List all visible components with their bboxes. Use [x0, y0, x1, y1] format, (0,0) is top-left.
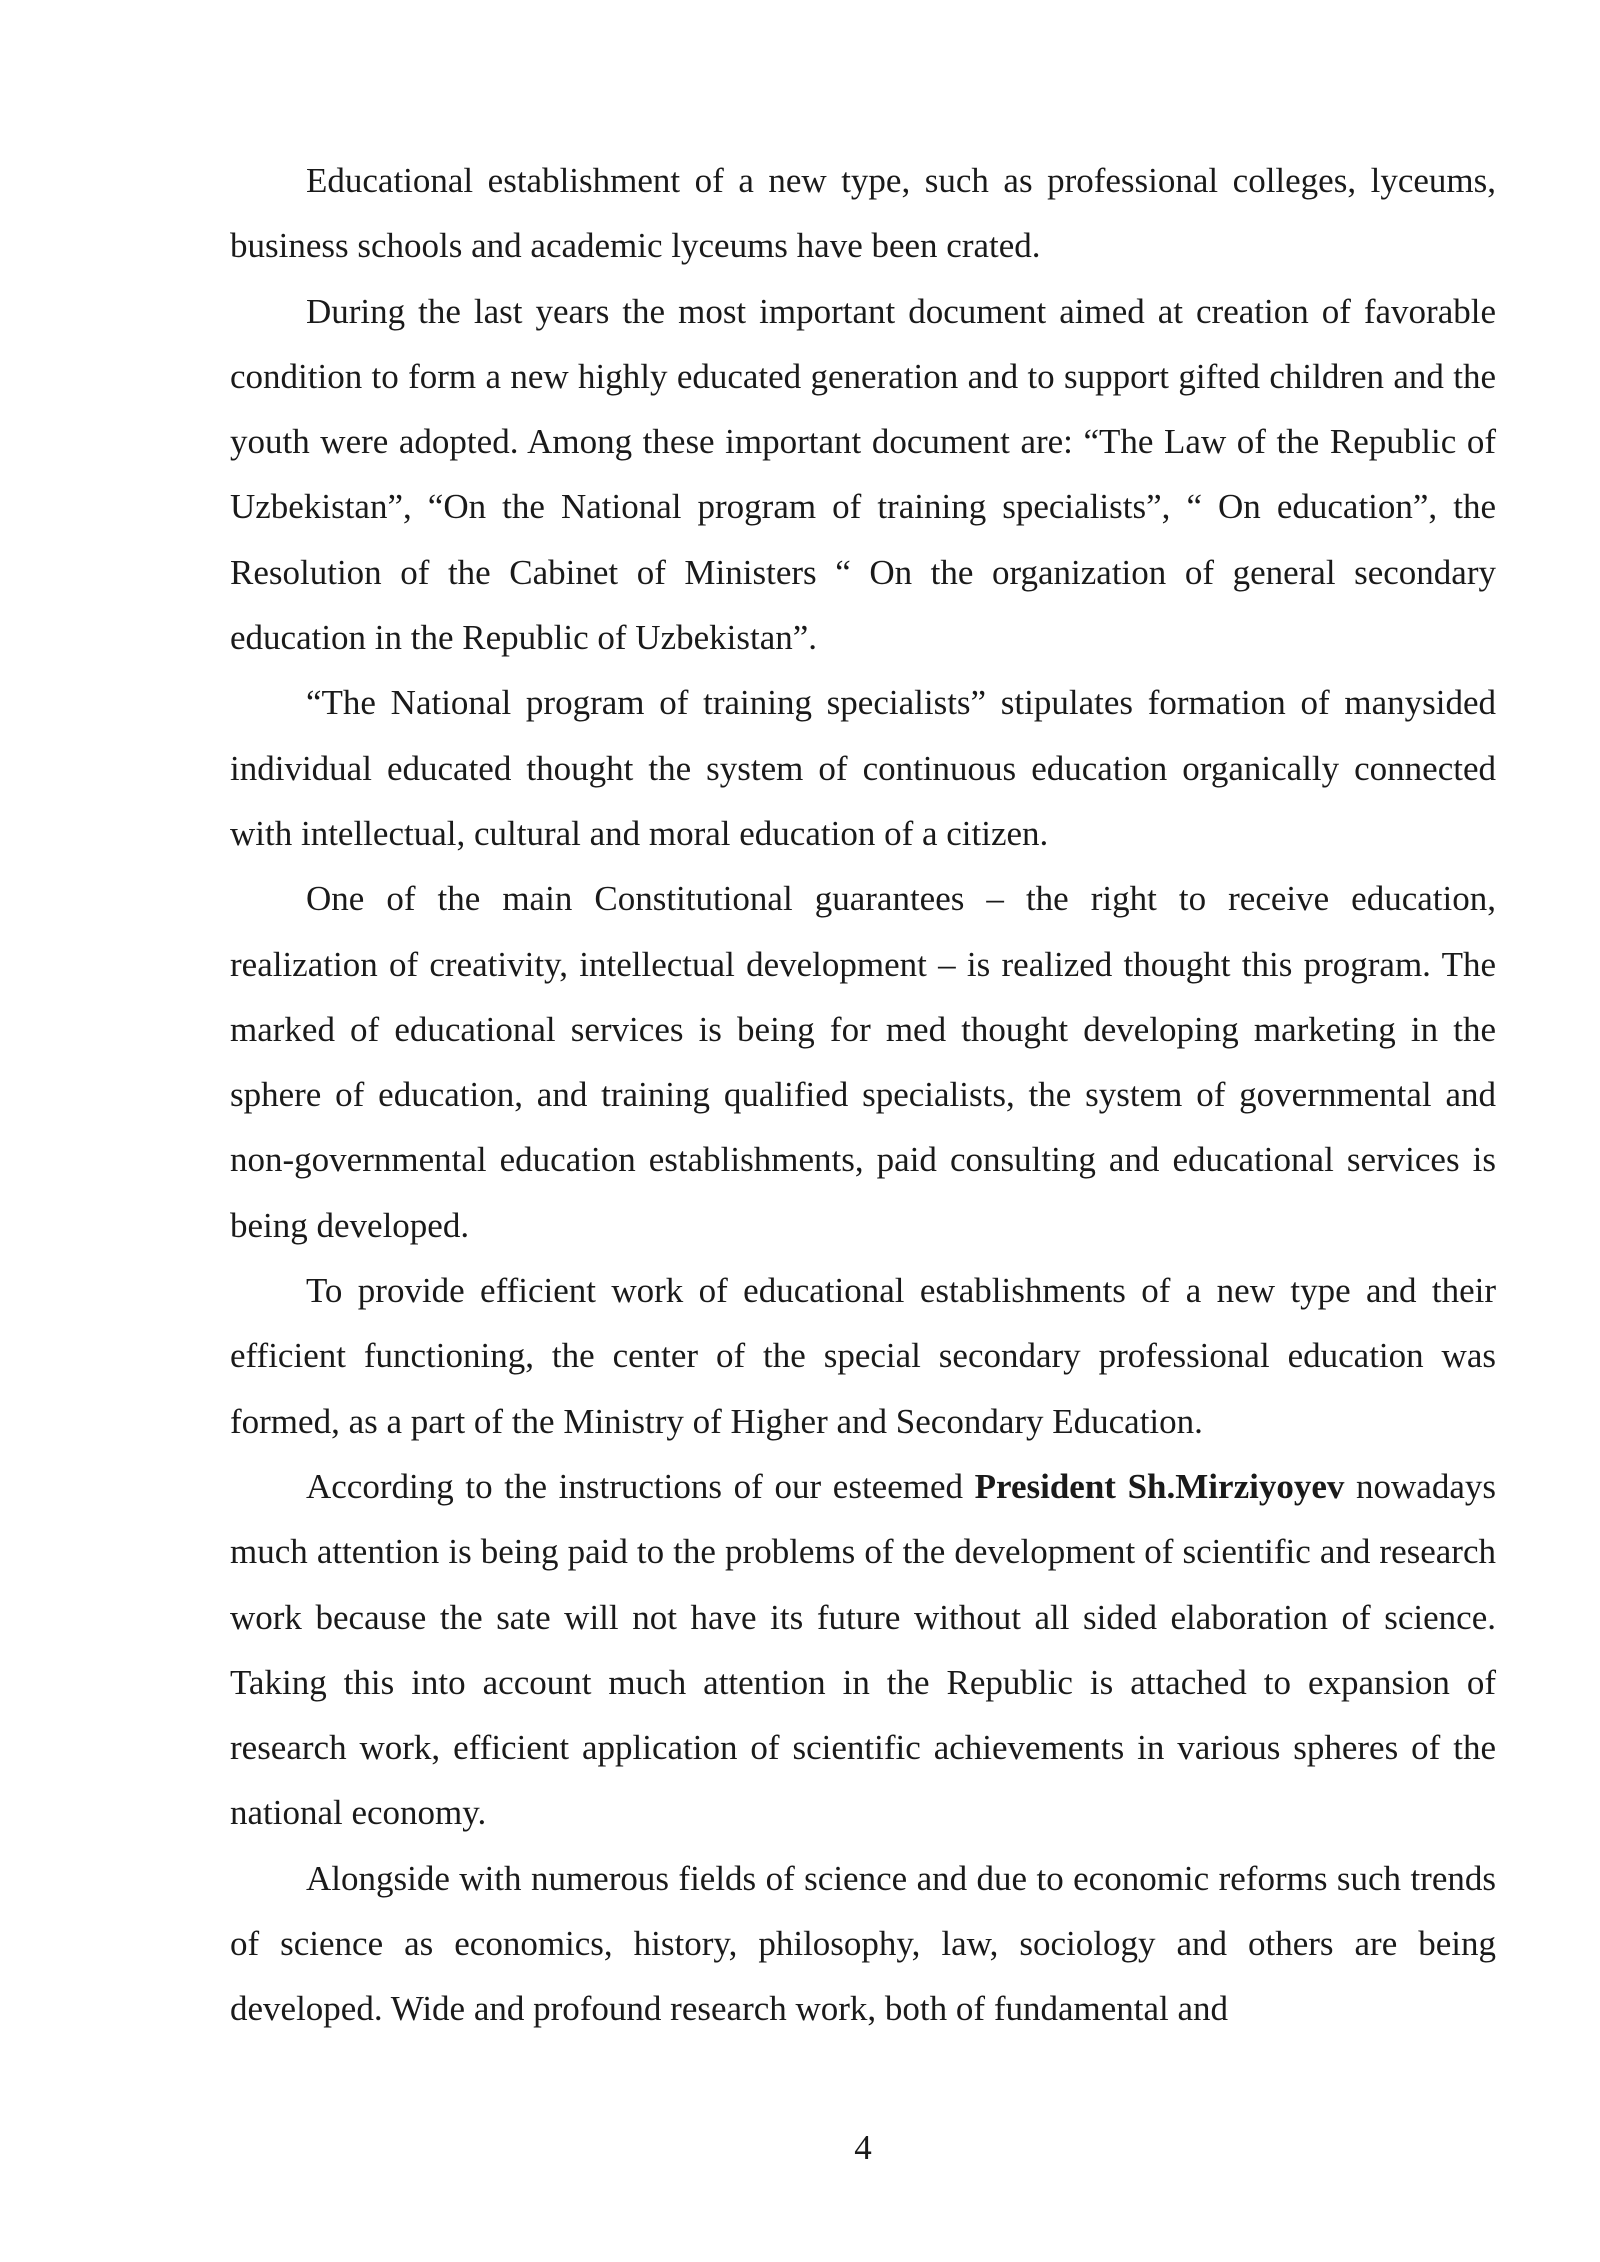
body-text — [230, 148, 1496, 2042]
paragraph: One of the main Constitutional guarantees – the right to receive education, realization of creativity, intellectual development – is realized thought this program. The marked of educational services is being for med thought developing marketing in the sphere of education, and training qualified specialists, the system of governmental and non-governmental education establishments, paid consulting and educational services is being developed. — [230, 879, 1496, 1245]
paragraph-lead-text: According to the instructions of our esteemed — [306, 1466, 975, 1506]
paragraph: Educational establishment of a new type, such as professional colleges, lyceums, business schools and academic lyceums have been crated. — [230, 161, 1496, 266]
paragraph-tail-text: nowadays much attention is being paid to the problems of the development of scientific and research work because the sate will not have its future without all sided elaboration of science. Taking this into account much attention in the Republic is attached to expansion of research work, efficient application of scientific achievements in various spheres of the national economy. — [230, 1466, 1496, 1833]
paragraph: To provide efficient work of educational establishments of a new type and their efficient functioning, the center of the special secondary professional education was formed, as a part of the Ministry of Higher and Secondary Education. — [230, 1271, 1496, 1441]
paragraph: “The National program of training specialists” stipulates formation of manysided individual educated thought the system of continuous education organically connected with intellectual, cultural and moral education of a citizen. — [230, 683, 1496, 853]
president-name: President Sh.Mirziyoyev — [974, 1466, 1345, 1506]
paragraph: During the last years the most important document aimed at creation of favorable condition to form a new highly educated generation and to support gifted children and the youth were adopted. Among these important document are: “The Law of the Republic of Uzbekistan”, “On the National program of training specialists”, “ On education”, the Resolution of the Cabinet of Ministers “ On the organization of general secondary education in the Republic of Uzbekistan”. — [230, 291, 1496, 658]
page-number: 4 — [854, 2128, 872, 2167]
paragraph: Alongside with numerous fields of science and due to economic reforms such trends of science as economics, history, philosophy, law, sociology and others are being developed. Wide and profound research work, both of fundamental and — [230, 1858, 1496, 2029]
paragraph — [230, 1454, 1496, 1846]
